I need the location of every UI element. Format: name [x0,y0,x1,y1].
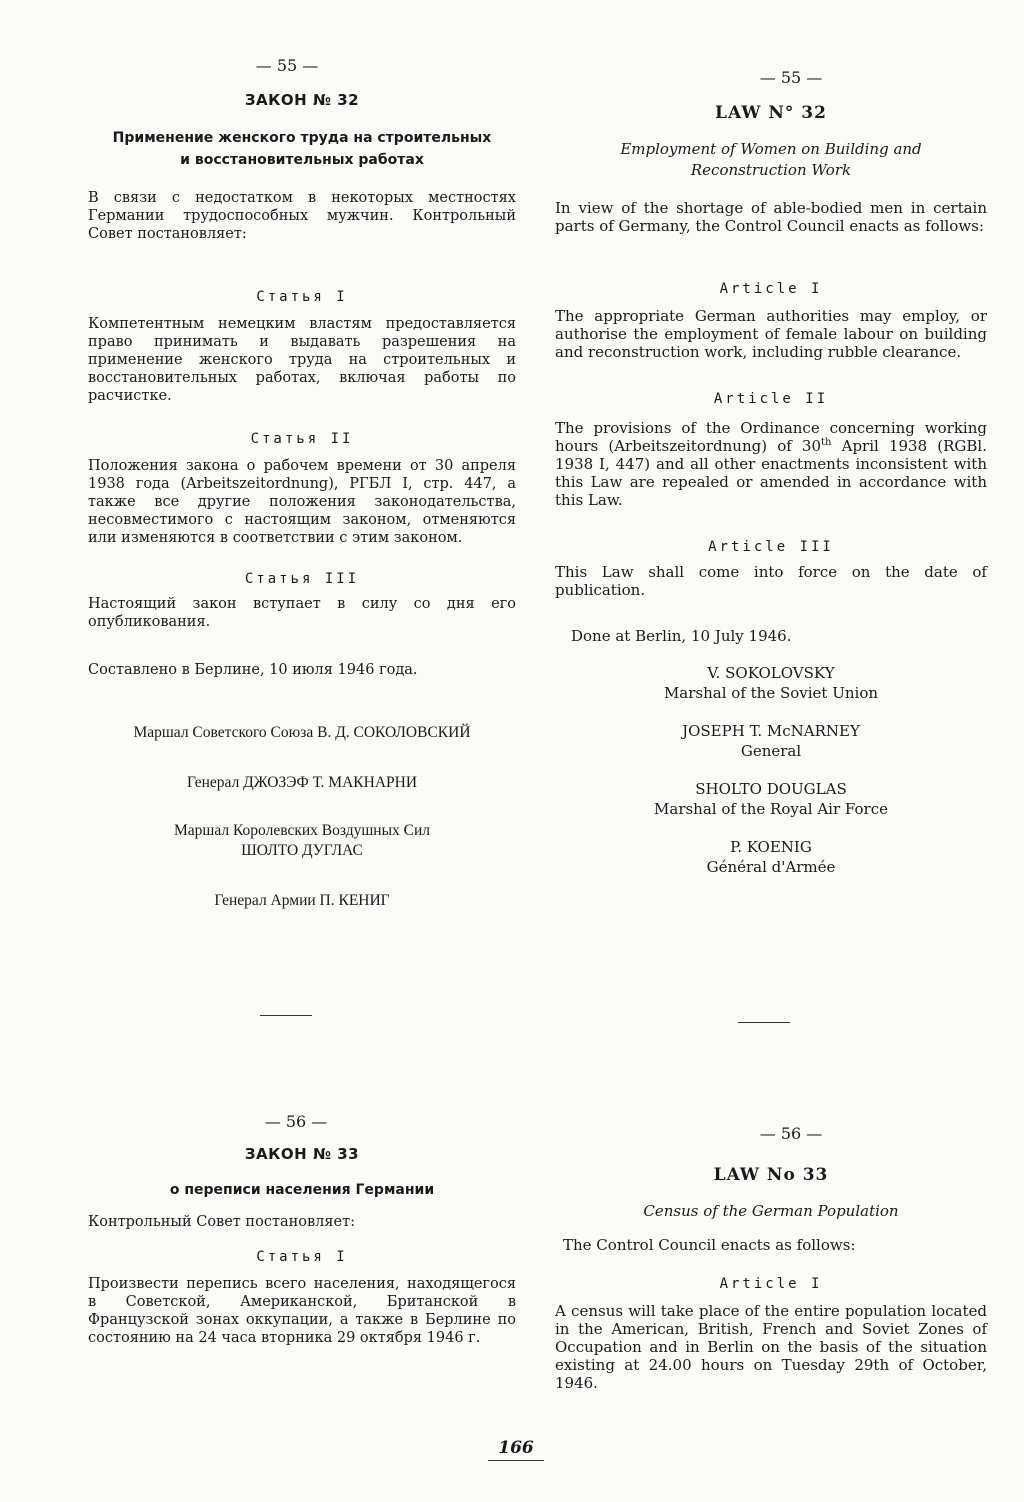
page-marker: — 55 — [255,56,319,75]
law32-en-column [555,68,987,877]
article-text: Положения закона о рабочем времени от 30 апреля 1938 года (Arbeitszeitordnung), РГБЛ I, стр. 447, а также все другие положения законодательства, несовместимого с настоящим законом, отменяются или изменяются в соответствии с этим законом. [88,458,516,546]
signature-name: JOSEPH T. McNARNEY [682,722,860,740]
law33-ru-column [88,1112,516,1347]
article-heading: Статья III [244,571,360,587]
law-subtitle [88,127,516,171]
law-title: ЗАКОН № 33 [244,1145,360,1163]
signature-name: SHOLTO DOUGLAS [695,780,847,798]
law-subtitle: о переписи населения Германии [169,1182,435,1198]
signature [555,837,987,877]
signature [555,721,987,761]
signature: Маршал Советского Союза В. Д. СОКОЛОВСКИЙ [133,724,471,741]
subtitle-line: и восстановительных работах [180,152,424,168]
subtitle-line: Employment of Women on Building and [620,140,922,158]
law-title: LAW N° 32 [715,103,827,123]
page-number: 166 [498,1438,534,1458]
article-text: A census will take place of the entire population located in the American, British, French and Soviet Zones of Occupation and in Berlin on the basis of the situation existing at 24.00 hours on Tuesday 29th of October, 1946. [555,1302,987,1392]
signature: Генерал ДЖОЗЭФ Т. МАКНАРНИ [186,774,418,791]
text-run: The provisions of the Ordinance concerning working hours (Arbeitszeitordnung) of 30 [555,419,987,455]
signature-name: V. SOKOLOVSKY [707,664,835,682]
article-heading: Article II [713,391,829,407]
article-text: Компетентным немецким властям предоставляется право принимать и выдавать разрешения на применение женского труда на строительных и восстановительных работах, включая работы по расчистке. [88,316,516,404]
law-title: ЗАКОН № 32 [244,91,360,109]
law-subtitle [555,139,987,181]
signature [555,779,987,819]
article-heading: Article III [708,539,834,555]
law32-ru-column [88,56,516,911]
signature [555,663,987,703]
signature-name: P. KOENIG [730,838,812,856]
article-heading: Статья I [256,1249,348,1265]
preamble: The Control Council enacts as follows: [563,1236,856,1254]
signature [88,821,516,861]
done-at: Составлено в Берлине, 10 июля 1946 года. [88,662,418,678]
preamble: In view of the shortage of able-bodied men in certain parts of Germany, the Control Council enacts as follows: [555,199,987,235]
article-text: Произвести перепись всего населения, находящегося в Советской, Американской, Британской в Французской зонах оккупации, а также в Берлине по состоянию на 24 часа вторника 29 октября 1946 г. [88,1276,516,1346]
subtitle-line: Reconstruction Work [690,161,852,179]
article-heading: Article I [719,1276,823,1292]
section-divider [260,1015,312,1016]
page-marker: — 56 — [264,1112,328,1131]
signature-title: General [740,742,802,760]
law33-en-column [555,1124,987,1392]
section-divider [738,1022,790,1023]
law-title: LAW No 33 [713,1165,829,1185]
signature-title: Marshal of the Royal Air Force [654,800,888,818]
text-run: April 1938 (RGBl. 1938 I, 447) and all other enactments inconsistent with this Law are repealed or amended in accordance with this Law. [555,437,987,509]
article-text: Настоящий закон вступает в силу со дня его опубликования. [88,596,516,630]
article-text: The appropriate German authorities may employ, or authorise the employment of female labour on building and reconstruction work, including rubble clearance. [555,307,987,361]
signature-title: Général d'Armée [706,858,836,876]
article-heading: Статья I [256,289,348,305]
page-marker: — 56 — [759,1124,823,1143]
article-heading: Статья II [250,431,354,447]
preamble: В связи с недостатком в некоторых местностях Германии трудоспособных мужчин. Контрольный Совет постановляет: [88,190,516,242]
page-marker: — 55 — [759,68,823,87]
preamble: Контрольный Совет постановляет: [88,1214,356,1230]
superscript: th [821,437,832,448]
signature-line: Маршал Королевских Воздушных Сил [174,822,430,839]
page-number-underline [488,1460,544,1461]
article-text [555,419,987,509]
subtitle-line: Применение женского труда на строительных [112,130,492,146]
signature-title: Marshal of the Soviet Union [663,684,879,702]
done-at: Done at Berlin, 10 July 1946. [571,627,792,645]
article-text: This Law shall come into force on the date of publication. [555,563,987,599]
signature-line: ШОЛТО ДУГЛАС [241,842,363,859]
law-subtitle: Census of the German Population [643,1202,899,1220]
article-heading: Article I [719,281,823,297]
signature: Генерал Армии П. КЕНИГ [214,892,390,909]
